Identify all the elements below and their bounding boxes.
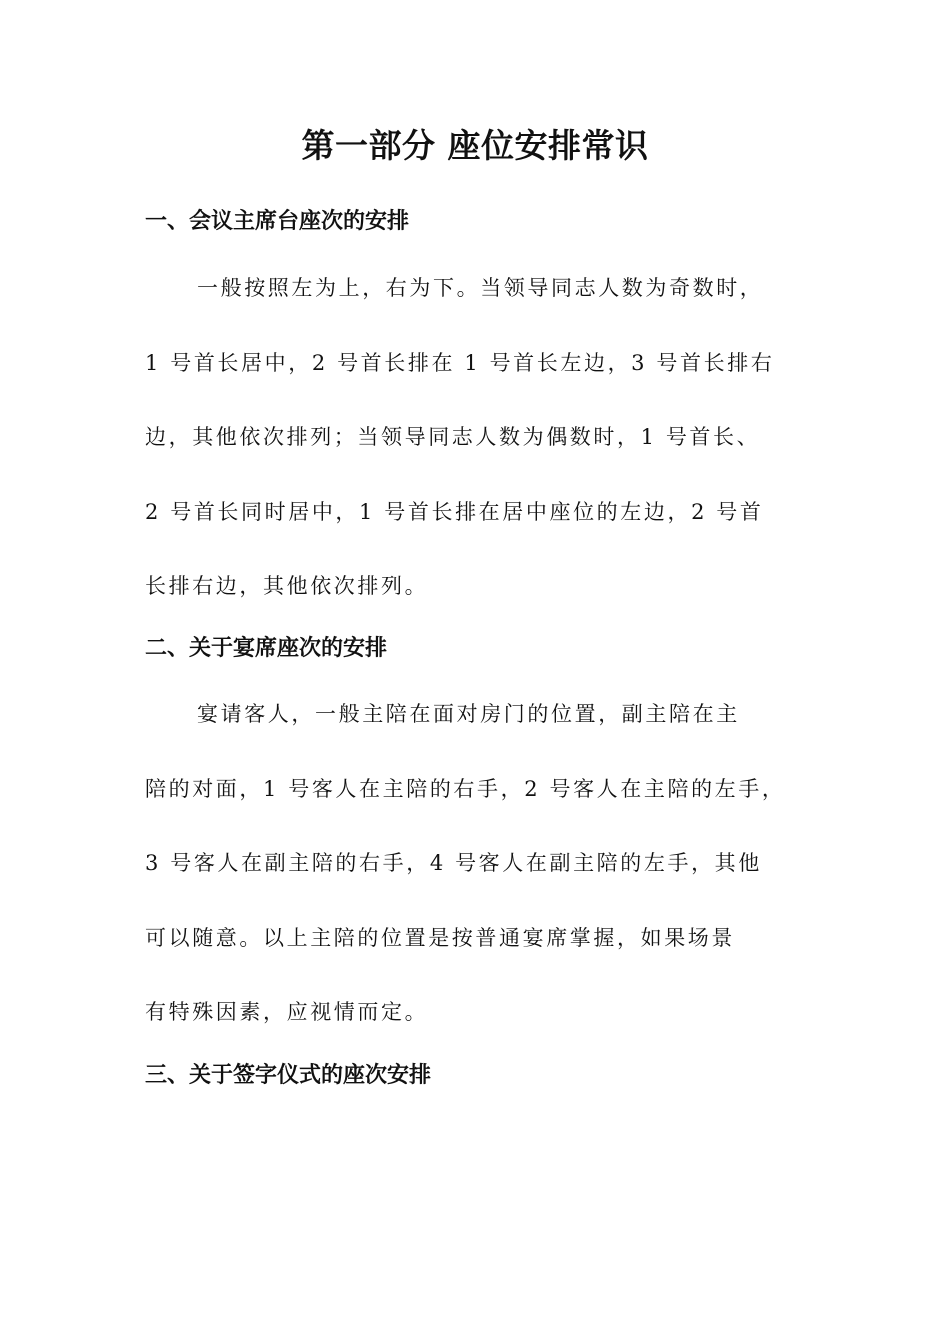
page-title: 第一部分 座位安排常识 bbox=[301, 126, 649, 165]
paragraph-line: 有特殊因素，应视情而定。 bbox=[145, 1000, 429, 1024]
paragraph-line: 陪的对面，1 号客人在主陪的右手，2 号客人在主陪的左手， bbox=[145, 776, 786, 801]
paragraph-line: 边，其他依次排列；当领导同志人数为偶数时，1 号首长、 bbox=[145, 425, 761, 449]
paragraph-line: 1 号首长居中，2 号首长排在 1 号首长左边，3 号首长排右 bbox=[145, 350, 775, 375]
paragraph-banquet-seating bbox=[145, 677, 810, 1050]
paragraph-line: 2 号首长同时居中，1 号首长排在居中座位的左边，2 号首 bbox=[145, 499, 764, 524]
section-heading-signing: 三、关于签字仪式的座次安排 bbox=[145, 1063, 432, 1088]
paragraph-line: 长排右边，其他依次排列。 bbox=[145, 574, 429, 598]
paragraph-line: 3 号客人在副主陪的右手，4 号客人在副主陪的左手，其他 bbox=[145, 851, 762, 875]
paragraph-line: 宴请客人，一般主陪在面对房门的位置，副主陪在主 bbox=[197, 702, 740, 726]
section-heading-rostrum: 一、会议主席台座次的安排 bbox=[145, 209, 410, 234]
paragraph-rostrum-seating bbox=[145, 251, 810, 624]
paragraph-line: 一般按照左为上，右为下。当领导同志人数为奇数时， bbox=[197, 276, 764, 300]
paragraph-line: 可以随意。以上主陪的位置是按普通宴席掌握，如果场景 bbox=[145, 925, 735, 950]
section-heading-banquet: 二、关于宴席座次的安排 bbox=[145, 636, 388, 661]
